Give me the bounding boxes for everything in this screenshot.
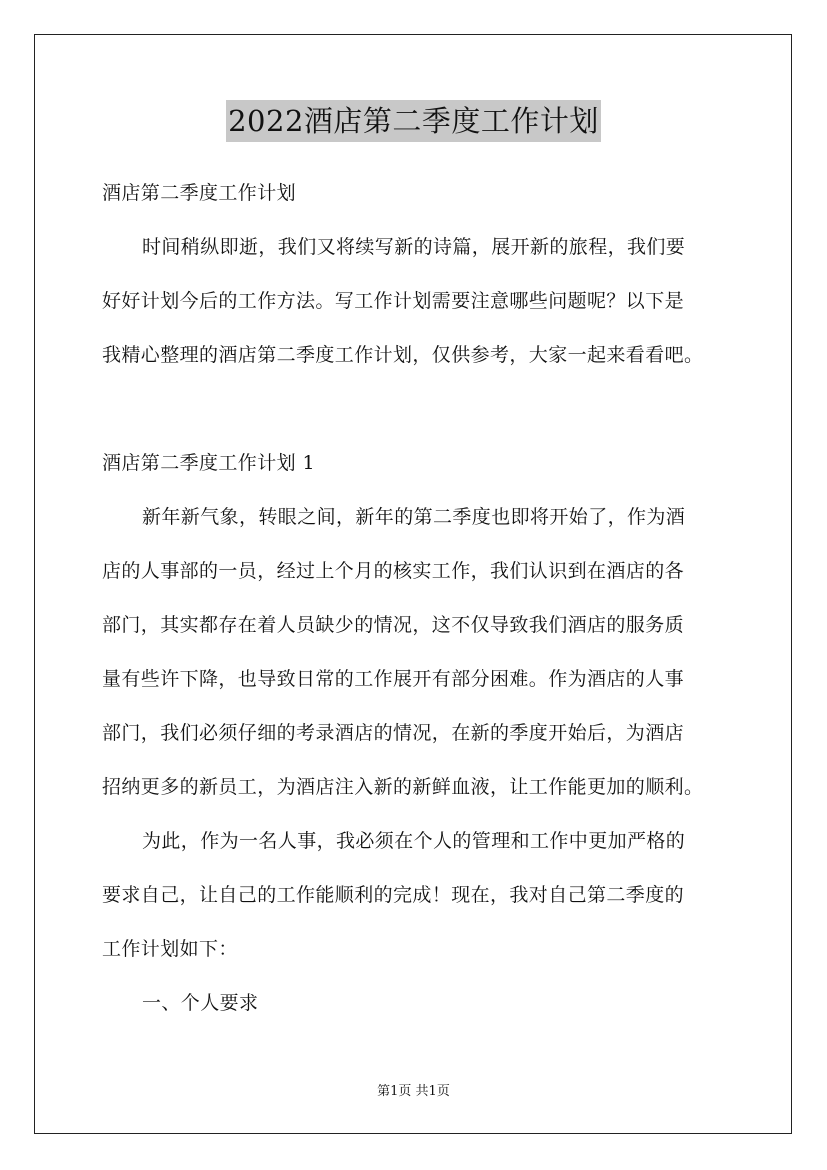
section-heading: 酒店第二季度工作计划 1 (102, 452, 315, 474)
intro-line: 时间稍纵即逝，我们又将续写新的诗篇，展开新的旅程，我们要 (142, 236, 686, 258)
paragraph-gap (102, 388, 742, 442)
paragraph-line: 量有些许下降，也导致日常的工作展开有部分困难。作为酒店的人事 (102, 668, 685, 690)
intro-line: 我精心整理的酒店第二季度工作计划，仅供参考，大家一起来看看吧。 (102, 344, 704, 366)
paragraph-line: 部门，我们必须仔细的考录酒店的情况，在新的季度开始后，为酒店 (102, 722, 685, 744)
intro-line: 好好计划今后的工作方法。写工作计划需要注意哪些问题呢？以下是 (102, 290, 685, 312)
title-container (0, 100, 827, 142)
page-number-label: 第1页 共1页 (377, 1084, 450, 1099)
paragraph-line: 要求自己，让自己的工作能顺利的完成！现在，我对自己第二季度的 (102, 884, 685, 906)
document-subtitle: 酒店第二季度工作计划 (102, 182, 297, 204)
paragraph-line: 新年新气象，转眼之间，新年的第二季度也即将开始了，作为酒 (142, 506, 686, 528)
paragraph-line: 为此，作为一名人事，我必须在个人的管理和工作中更加严格的 (142, 830, 686, 852)
paragraph-line: 招纳更多的新员工，为酒店注入新的新鲜血液，让工作能更加的顺利。 (102, 776, 704, 798)
document-body (102, 172, 742, 1036)
paragraph-line: 部门，其实都存在着人员缺少的情况，这不仅导致我们酒店的服务质 (102, 614, 685, 636)
document-title: 2022酒店第二季度工作计划 (226, 100, 601, 142)
paragraph-line: 工作计划如下： (102, 938, 238, 960)
paragraph-line: 店的人事部的一员，经过上个月的核实工作，我们认识到在酒店的各 (102, 560, 685, 582)
page-footer (0, 1083, 827, 1101)
list-heading: 一、个人要求 (142, 992, 259, 1014)
